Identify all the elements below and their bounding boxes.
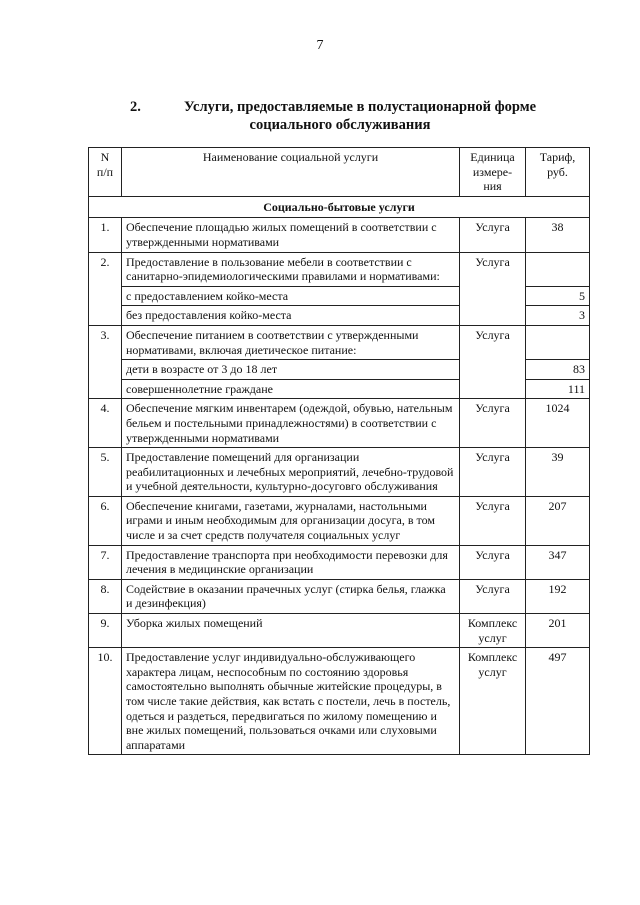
row-number: 1. xyxy=(89,218,122,252)
row-number: 3. xyxy=(89,325,122,398)
row-number: 9. xyxy=(89,614,122,648)
table-row xyxy=(89,325,590,359)
subrow-price: 111 xyxy=(526,379,590,399)
table-row xyxy=(89,399,590,448)
row-unit: Услуга xyxy=(460,325,526,398)
row-price: 347 xyxy=(526,545,590,579)
table-row xyxy=(89,614,590,648)
row-price: 192 xyxy=(526,579,590,613)
header-unit-line1: Единица xyxy=(470,150,515,164)
header-price-line1: Тариф, xyxy=(539,150,576,164)
section-title-line2: социального обслуживания xyxy=(249,117,431,133)
row-number: 6. xyxy=(89,496,122,545)
row-price: 207 xyxy=(526,496,590,545)
row-service-name: Обеспечение мягким инвентарем (одеждой, обувью, нательным бельем и постельными принадлежностями) в соответствии с утвержденными нормативами xyxy=(122,399,460,448)
row-number: 8. xyxy=(89,579,122,613)
row-unit: Услуга xyxy=(460,496,526,545)
table-row xyxy=(89,218,590,252)
row-service-name: Содействие в оказании прачечных услуг (стирка белья, глажка и дезинфекция) xyxy=(122,579,460,613)
row-price: 39 xyxy=(526,448,590,497)
subrow-name: с предоставлением койко-места xyxy=(122,286,460,306)
header-num-line2: п/п xyxy=(96,164,114,179)
row-service-name: Обеспечение питанием в соответствии с утвержденными нормативами, включая диетическое питание: xyxy=(122,325,460,359)
row-number: 2. xyxy=(89,252,122,325)
table-row xyxy=(89,648,590,755)
row-service-name: Предоставление в пользование мебели в соответствии с санитарно-эпидемиологическими правилами и нормативами: xyxy=(122,252,460,286)
row-number: 10. xyxy=(89,648,122,755)
header-price xyxy=(526,148,590,197)
row-unit: Услуга xyxy=(460,399,526,448)
row-service-name: Обеспечение площадью жилых помещений в соответствии с утвержденными нормативами xyxy=(122,218,460,252)
header-unit-line2: измере- xyxy=(472,164,513,179)
table-header-row xyxy=(89,148,590,197)
table-row xyxy=(89,579,590,613)
row-service-name: Предоставление транспорта при необходимости перевозки для лечения в медицинские организации xyxy=(122,545,460,579)
row-price: 38 xyxy=(526,218,590,252)
subrow-price: 5 xyxy=(526,286,590,306)
subrow-price: 83 xyxy=(526,360,590,380)
row-unit: Услуга xyxy=(460,448,526,497)
header-num-line1: N xyxy=(100,150,110,164)
header-num xyxy=(89,148,122,197)
subrow-name: совершеннолетние граждане xyxy=(122,379,460,399)
row-unit: Услуга xyxy=(460,252,526,325)
table-row xyxy=(89,448,590,497)
row-service-name: Уборка жилых помещений xyxy=(122,614,460,648)
table-row xyxy=(89,545,590,579)
row-number: 5. xyxy=(89,448,122,497)
header-name: Наименование социальной услуги xyxy=(122,148,460,197)
row-number: 7. xyxy=(89,545,122,579)
row-price: 1024 xyxy=(526,399,590,448)
row-unit: Услуга xyxy=(460,545,526,579)
subrow-name: без предоставления койко-места xyxy=(122,306,460,326)
row-number: 4. xyxy=(89,399,122,448)
row-unit: Услуга xyxy=(460,218,526,252)
section-number: 2. xyxy=(130,99,141,115)
table-row xyxy=(89,496,590,545)
section-row xyxy=(89,196,590,218)
row-service-name: Обеспечение книгами, газетами, журналами, настольными играми и иным необходимым для организации досуга, в том числе и за счет средств получателя социальных услуг xyxy=(122,496,460,545)
row-service-name: Предоставление услуг индивидуально-обслуживающего характера лицам, неспособным по состоянию здоровья самостоятельно выполнять обычные житейские процедуры, в том числе такие действия, как встать с постели, лечь в постель, одеться и раздеться, передвигаться по жилому помещению и вне жилых помещений, пользоваться очками или слуховыми аппаратами xyxy=(122,648,460,755)
subrow-name: дети в возрасте от 3 до 18 лет xyxy=(122,360,460,380)
row-price-empty xyxy=(526,252,590,286)
header-unit xyxy=(460,148,526,197)
section-title-line1: Услуги, предоставляемые в полустационарной форме xyxy=(183,99,537,115)
page-number: 7 xyxy=(316,38,324,53)
header-unit-line3: ния xyxy=(483,179,502,194)
section-title xyxy=(120,98,560,134)
table-row xyxy=(89,252,590,286)
subrow-price: 3 xyxy=(526,306,590,326)
row-price: 497 xyxy=(526,648,590,755)
row-unit: Комплекс услуг xyxy=(460,614,526,648)
row-unit: Услуга xyxy=(460,579,526,613)
header-price-line2: руб. xyxy=(547,164,568,179)
row-service-name: Предоставление помещений для организации реабилитационных и лечебных мероприятий, лечебно-трудовой и учебной деятельности, культурно-досуговго обслуживания xyxy=(122,448,460,497)
services-table xyxy=(88,147,590,755)
row-price-empty xyxy=(526,325,590,359)
row-price: 201 xyxy=(526,614,590,648)
row-unit: Комплекс услуг xyxy=(460,648,526,755)
section-label: Социально-бытовые услуги xyxy=(89,196,590,218)
